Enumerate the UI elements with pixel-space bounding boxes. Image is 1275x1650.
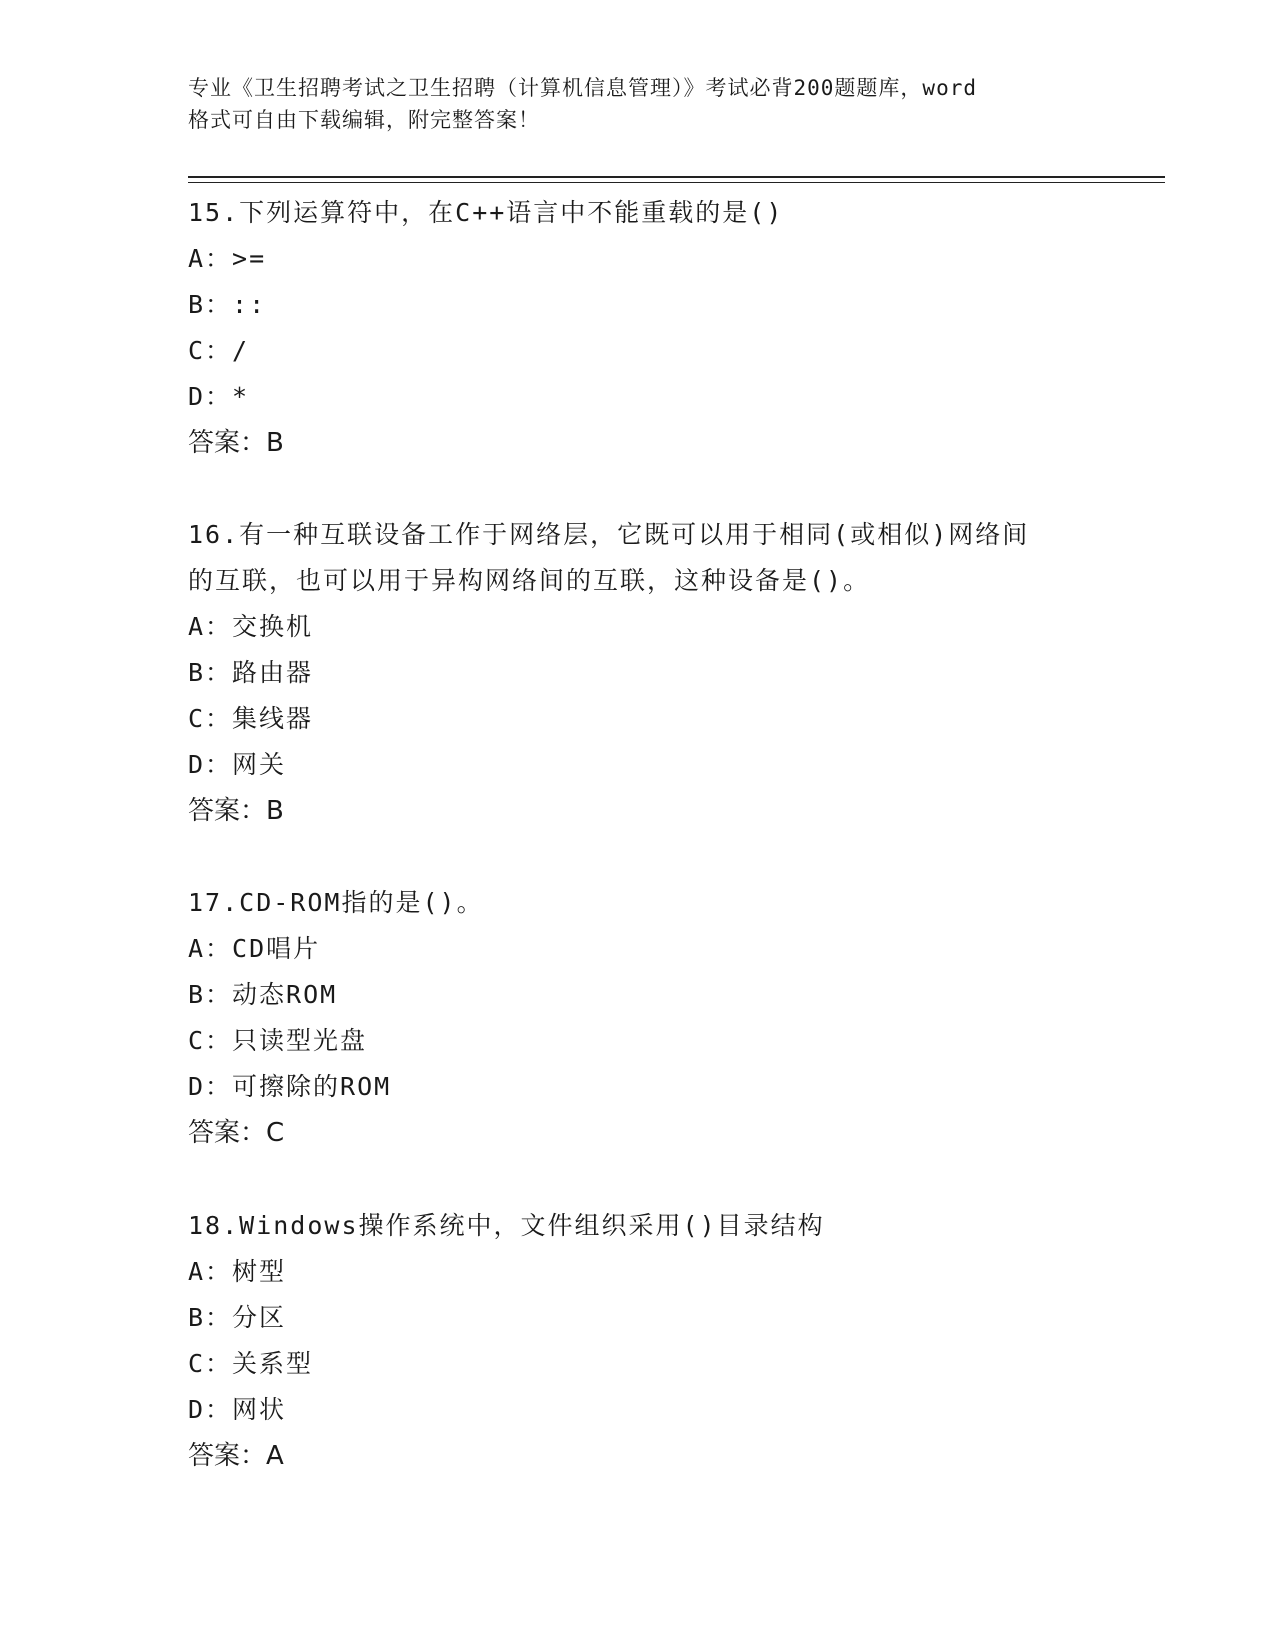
option-d: D：网关 xyxy=(188,750,287,779)
document-header xyxy=(188,72,1108,136)
question-stem-line-1: 16.有一种互联设备工作于网络层，它既可以用于相同(或相似)网络间 xyxy=(188,520,1030,549)
header-line-1: 专业《卫生招聘考试之卫生招聘（计算机信息管理）》考试必背200题题库，word xyxy=(188,76,977,100)
question-stem: 17.CD-ROM指的是()。 xyxy=(188,888,484,917)
option-b: B：:: xyxy=(188,290,267,319)
header-divider xyxy=(188,176,1165,183)
option-c: C：/ xyxy=(188,336,250,365)
option-a: A：>= xyxy=(188,244,267,273)
answer: 答案：B xyxy=(188,428,284,458)
question-16 xyxy=(188,512,1088,834)
option-c: C：关系型 xyxy=(188,1349,314,1378)
option-d: D：* xyxy=(188,382,250,411)
question-18 xyxy=(188,1203,1088,1479)
option-a: A：交换机 xyxy=(188,612,314,641)
option-d: D：网状 xyxy=(188,1395,287,1424)
question-17 xyxy=(188,880,1088,1156)
option-b: B：动态ROM xyxy=(188,980,338,1009)
header-line-2: 格式可自由下载编辑，附完整答案！ xyxy=(188,108,540,132)
answer: 答案：A xyxy=(188,1441,284,1471)
option-b: B：分区 xyxy=(188,1303,287,1332)
question-15 xyxy=(188,190,1088,466)
question-stem: 15.下列运算符中，在C++语言中不能重载的是() xyxy=(188,198,784,227)
option-b: B：路由器 xyxy=(188,658,314,687)
option-a: A：CD唱片 xyxy=(188,934,321,963)
question-stem-line-2: 的互联，也可以用于异构网络间的互联，这种设备是()。 xyxy=(188,566,871,595)
answer: 答案：C xyxy=(188,1118,285,1148)
option-a: A：树型 xyxy=(188,1257,287,1286)
option-c: C：集线器 xyxy=(188,704,314,733)
option-c: C：只读型光盘 xyxy=(188,1026,368,1055)
question-stem: 18.Windows操作系统中，文件组织采用()目录结构 xyxy=(188,1211,825,1240)
answer: 答案：B xyxy=(188,796,284,826)
option-d: D：可擦除的ROM xyxy=(188,1072,392,1101)
